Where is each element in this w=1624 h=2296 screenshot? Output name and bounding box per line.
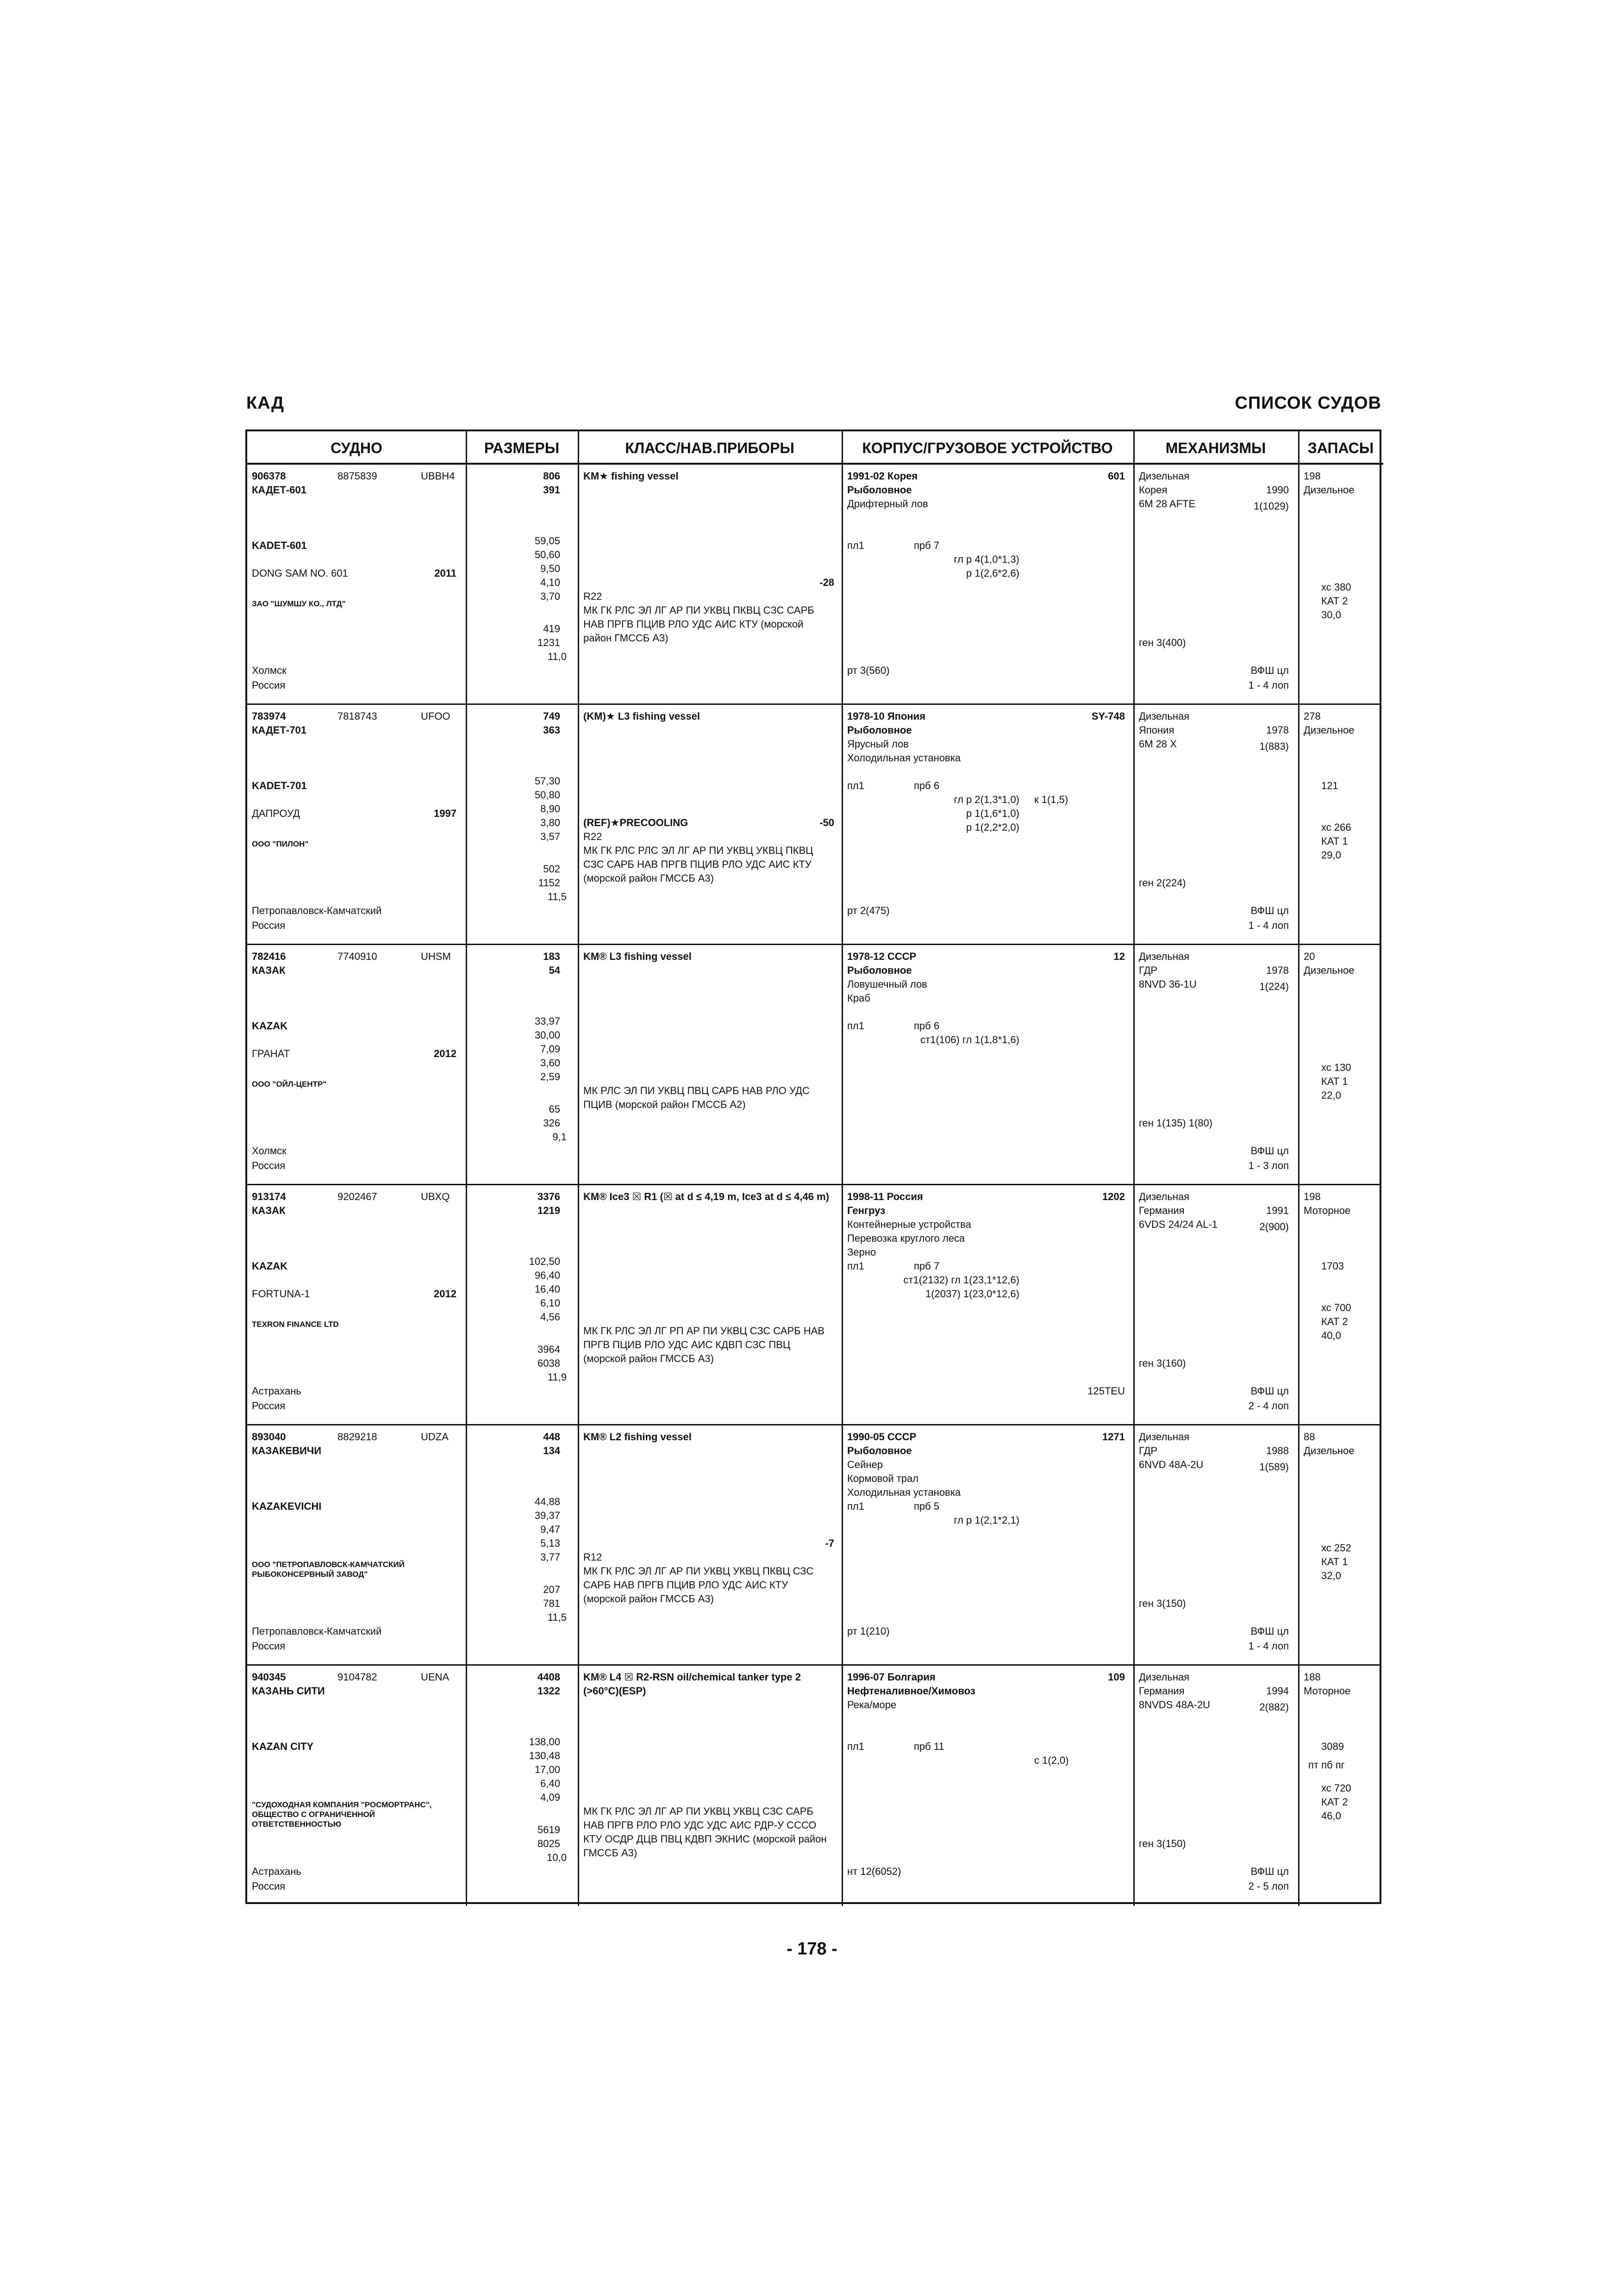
- dimension-value: 4,09: [540, 1792, 560, 1803]
- engine-model: 6M 28 AFTE: [1139, 498, 1196, 510]
- propeller-shaft: ВФШ цл: [1250, 1625, 1289, 1637]
- reg-number: 782416: [252, 951, 286, 962]
- ship-name: КАЗАК: [252, 964, 286, 976]
- imo-number: 8875839: [337, 470, 377, 482]
- dimension-value: 419: [543, 623, 560, 635]
- ship-record: [247, 1666, 1380, 1906]
- engine-model: 6VDS 24/24 AL-1: [1139, 1219, 1218, 1230]
- engine-power: 2(900): [1259, 1221, 1289, 1232]
- stock-top: 198: [1304, 1191, 1321, 1202]
- hull-number: 109: [1108, 1671, 1125, 1683]
- dimension-value: 3,70: [540, 591, 560, 602]
- speed: 30,0: [1321, 609, 1341, 621]
- class-r-value: -50: [819, 817, 834, 828]
- dimension-value: 57,30: [534, 775, 560, 787]
- engine-power: 1(1029): [1254, 500, 1289, 512]
- hull-number: SY-748: [1091, 710, 1125, 722]
- hull-type-line: Нефтеналивное/Химовоз: [847, 1685, 975, 1697]
- hull-number: 1271: [1102, 1431, 1125, 1443]
- dimension-value: 3,57: [540, 831, 560, 842]
- dimension-value: 11,9: [547, 1371, 567, 1383]
- propeller-blades: 2 - 5 лоп: [1248, 1880, 1289, 1892]
- deck-crane: к 1(1,5): [1034, 794, 1068, 805]
- column-header-stocks: ЗАПАСЫ: [1298, 431, 1383, 465]
- stock-mid: 121: [1321, 780, 1338, 791]
- built-year: 1997: [434, 808, 456, 819]
- class-notation-extra: (REF)★PRECOOLING: [583, 817, 688, 828]
- owner: ООО "ПЕТРОПАВЛОВСК-КАМЧАТСКИЙ РЫБОКОНСЕРВНЫЙ ЗАВОД": [252, 1560, 405, 1579]
- country: Россия: [252, 920, 286, 931]
- country: Россия: [252, 1160, 286, 1171]
- crew-hc: хс 130: [1321, 1062, 1351, 1073]
- hold-capacity: нт 12(6052): [847, 1866, 901, 1877]
- dimension-value: 3,80: [540, 817, 560, 828]
- country: Россия: [252, 1880, 286, 1892]
- stock-top: 198: [1304, 470, 1321, 482]
- dimension-value: 363: [543, 724, 560, 736]
- category: КАТ 1: [1321, 1076, 1348, 1087]
- dimension-value: 138,00: [529, 1736, 560, 1748]
- hull-type-line: Холодильная установка: [847, 752, 961, 764]
- deck-gear: ст1(106) гл 1(1,8*1,6): [920, 1034, 1019, 1045]
- dimension-value: 502: [543, 863, 560, 875]
- ship-name: КАДЕТ-601: [252, 484, 306, 496]
- dimension-value: 183: [543, 951, 560, 962]
- reg-number: 893040: [252, 1431, 286, 1443]
- port: Астрахань: [252, 1385, 301, 1397]
- dimension-value: 59,05: [534, 535, 560, 547]
- class-r-value: -7: [825, 1537, 834, 1549]
- dimension-value: 50,80: [534, 789, 560, 801]
- call-sign: UENA: [421, 1671, 450, 1683]
- dimension-value: 65: [549, 1103, 560, 1115]
- dimension-value: 16,40: [534, 1283, 560, 1295]
- category: КАТ 1: [1321, 835, 1348, 847]
- dimension-value: 9,50: [540, 563, 560, 574]
- crew-hc: хс 700: [1321, 1302, 1351, 1313]
- engine-type: Дизельная: [1139, 1191, 1190, 1202]
- engine-year: 1994: [1266, 1685, 1289, 1697]
- dimension-value: 5619: [537, 1824, 560, 1836]
- ship-register-table: [245, 429, 1381, 1904]
- dimension-value: 54: [549, 964, 560, 976]
- dimension-value: 6038: [537, 1357, 560, 1369]
- hold-capacity: рт 2(475): [847, 905, 890, 916]
- page-header-right: СПИСОК СУДОВ: [1235, 393, 1381, 413]
- category: КАТ 1: [1321, 1556, 1348, 1568]
- owner: ООО "ПИЛОН": [252, 840, 309, 848]
- dimension-value: 4408: [537, 1671, 560, 1683]
- port: Холмск: [252, 665, 287, 676]
- stock-mid: 1703: [1321, 1260, 1344, 1272]
- engine-type: Дизельная: [1139, 710, 1190, 722]
- propeller-shaft: ВФШ цл: [1250, 665, 1289, 676]
- dimension-value: 130,48: [529, 1750, 560, 1761]
- dimension-value: 9,47: [540, 1524, 560, 1535]
- built-year: 2012: [434, 1048, 456, 1059]
- hull-type-line: Ловушечный лов: [847, 978, 927, 990]
- dimension-value: 9,1: [552, 1131, 567, 1143]
- crew-hc: хс 380: [1321, 581, 1351, 593]
- ship-record: [247, 1425, 1380, 1666]
- dimension-value: 33,97: [534, 1015, 560, 1027]
- deck-gear: р 1(2,2*2,0): [966, 821, 1019, 833]
- stock-extra: пт пб пг: [1308, 1759, 1345, 1771]
- nav-equipment: МК ГК РЛС ЭЛ ЛГ РП АР ПИ УКВЦ СЗС САРБ НАВ ПРГВ ПЦИВ РЛО УДС АИС КДВП СЗС ПВЦ (морской район ГМССБ А3): [583, 1325, 824, 1364]
- page-number: - 178 -: [787, 1939, 837, 1959]
- ship-name: КАДЕТ-701: [252, 724, 306, 736]
- hull-built: 1978-10 Япония: [847, 710, 926, 722]
- call-sign: UHSM: [421, 951, 451, 962]
- generators: ген 2(224): [1139, 877, 1186, 889]
- engine-year: 1988: [1266, 1445, 1289, 1456]
- engine-power: 2(882): [1259, 1701, 1289, 1713]
- former-name: DONG SAM NO. 601: [252, 567, 348, 579]
- hull-type-line: Кормовой трал: [847, 1473, 919, 1484]
- dimension-value: 2,59: [540, 1071, 560, 1083]
- dimension-value: 4,10: [540, 577, 560, 588]
- engine-year: 1991: [1266, 1205, 1289, 1216]
- column-header-class: КЛАСС/НАВ.ПРИБОРЫ: [578, 431, 842, 465]
- hull-type-line: Контейнерные устройства: [847, 1219, 971, 1230]
- speed: 46,0: [1321, 1810, 1341, 1822]
- engine-model: 8NVDS 48A-2U: [1139, 1699, 1211, 1711]
- deck-prb: прб 7: [914, 1260, 940, 1272]
- speed: 40,0: [1321, 1330, 1341, 1341]
- hull-type-line: Зерно: [847, 1246, 876, 1258]
- hull-built: 1991-02 Корея: [847, 470, 918, 482]
- deck-pl: пл1: [847, 540, 864, 551]
- dimension-value: 6,40: [540, 1778, 560, 1789]
- dimension-value: 448: [543, 1431, 560, 1443]
- hull-built: 1990-05 СССР: [847, 1431, 917, 1443]
- country: Россия: [252, 1400, 286, 1412]
- engine-country: ГДР: [1139, 964, 1158, 976]
- dimension-value: 8025: [537, 1838, 560, 1849]
- dimension-value: 11,5: [547, 891, 567, 902]
- owner: "СУДОХОДНАЯ КОМПАНИЯ "РОСМОРТРАНС", ОБЩЕСТВО С ОГРАНИЧЕННОЙ ОТВЕТСТВЕННОСТЬЮ: [252, 1800, 432, 1829]
- propeller-blades: 1 - 4 лоп: [1248, 920, 1289, 931]
- class-r: R22: [583, 831, 602, 842]
- deck-prb: прб 11: [914, 1741, 944, 1752]
- deck-gear: р 1(1,6*1,0): [966, 808, 1019, 819]
- engine-country: Япония: [1139, 724, 1174, 736]
- class-notation: KM® L2 fishing vessel: [583, 1431, 692, 1443]
- category: КАТ 2: [1321, 1316, 1348, 1327]
- ship-record: [247, 705, 1380, 945]
- imo-number: 7818743: [337, 710, 377, 722]
- dimension-value: 3376: [537, 1191, 560, 1202]
- port: Холмск: [252, 1145, 287, 1157]
- engine-year: 1978: [1266, 724, 1289, 736]
- ship-name: КАЗАНЬ СИТИ: [252, 1685, 325, 1697]
- hold-capacity: рт 3(560): [847, 665, 890, 676]
- speed: 32,0: [1321, 1570, 1341, 1581]
- propeller-blades: 1 - 4 лоп: [1248, 679, 1289, 691]
- former-name: ДАПРОУД: [252, 808, 300, 819]
- dimension-value: 806: [543, 470, 560, 482]
- column-header-hull: КОРПУС/ГРУЗОВОЕ УСТРОЙСТВО: [842, 431, 1133, 465]
- engine-country: Германия: [1139, 1205, 1185, 1216]
- class-notation: KM® Ice3 ☒ R1 (☒ at d ≤ 4,19 m, Ice3 at d ≤ 4,46 m): [583, 1191, 829, 1202]
- hull-number: 601: [1108, 470, 1125, 482]
- deck-pl: пл1: [847, 1020, 864, 1032]
- ship-name-latin: KADET-701: [252, 780, 307, 791]
- class-r: R12: [583, 1551, 602, 1563]
- hull-type-line: Рыболовное: [847, 724, 912, 736]
- hull-type-line: Рыболовное: [847, 1445, 912, 1456]
- port: Петропавловск-Камчатский: [252, 905, 382, 916]
- generators: ген 3(160): [1139, 1357, 1186, 1369]
- engine-model: 8NVD 36-1U: [1139, 978, 1197, 990]
- dimension-value: 1152: [538, 877, 560, 889]
- dimension-value: 39,37: [534, 1510, 560, 1521]
- propeller-shaft: ВФШ цл: [1250, 1145, 1289, 1157]
- ship-name: КАЗАК: [252, 1205, 286, 1216]
- dimension-value: 17,00: [534, 1764, 560, 1775]
- reg-number: 906378: [252, 470, 286, 482]
- stock-top: 278: [1304, 710, 1321, 722]
- propeller-blades: 1 - 4 лоп: [1248, 1640, 1289, 1652]
- crew-hc: хс 720: [1321, 1782, 1351, 1794]
- deck-gear: гл р 4(1,0*1,3): [954, 554, 1019, 565]
- speed: 22,0: [1321, 1089, 1341, 1101]
- generators: ген 3(400): [1139, 637, 1186, 648]
- dimension-value: 5,13: [540, 1537, 560, 1549]
- hull-type-line: Холодильная установка: [847, 1487, 961, 1498]
- column-header-machinery: МЕХАНИЗМЫ: [1133, 431, 1298, 465]
- engine-year: 1978: [1266, 964, 1289, 976]
- speed: 29,0: [1321, 849, 1341, 861]
- engine-power: 1(589): [1259, 1461, 1289, 1473]
- engine-country: Корея: [1139, 484, 1168, 496]
- stock-fuel: Моторное: [1304, 1205, 1351, 1216]
- generators: ген 3(150): [1139, 1838, 1186, 1849]
- hull-type-line: Перевозка круглого леса: [847, 1232, 965, 1244]
- hull-type-line: Генгруз: [847, 1205, 886, 1216]
- engine-power: 1(224): [1259, 981, 1289, 992]
- hull-type-line: Краб: [847, 992, 870, 1004]
- class-r-value: -28: [819, 577, 834, 588]
- call-sign: UBXQ: [421, 1191, 450, 1202]
- ship-name-latin: KAZAN CITY: [252, 1741, 314, 1752]
- ship-name-latin: KADET-601: [252, 540, 307, 551]
- country: Россия: [252, 679, 286, 691]
- deck-gear: 1(2037) 1(23,0*12,6): [925, 1288, 1019, 1300]
- stock-mid: 3089: [1321, 1741, 1344, 1752]
- former-name: ГРАНАТ: [252, 1048, 290, 1059]
- engine-type: Дизельная: [1139, 1431, 1190, 1443]
- engine-type: Дизельная: [1139, 951, 1190, 962]
- deck-pl: пл1: [847, 780, 864, 791]
- ship-name: КАЗАКЕВИЧИ: [252, 1445, 322, 1456]
- column-header-dimensions: РАЗМЕРЫ: [466, 431, 578, 465]
- engine-type: Дизельная: [1139, 1671, 1190, 1683]
- dimension-value: 10,0: [547, 1852, 567, 1863]
- dimension-value: 326: [543, 1117, 560, 1129]
- dimension-value: 207: [543, 1584, 560, 1595]
- nav-equipment: МК ГК РЛС РЛС ЭЛ ЛГ АР ПИ УКВЦ УКВЦ ПКВЦ СЗС САРБ НАВ ПРГВ ПЦИВ РЛО УДС АИС КТУ (морской район ГМССБ А3): [583, 845, 813, 884]
- owner: ЗАО "ШУМШУ КО., ЛТД": [252, 599, 346, 608]
- engine-year: 1990: [1266, 484, 1289, 496]
- hull-built: 1978-12 СССР: [847, 951, 917, 962]
- engine-power: 1(883): [1259, 740, 1289, 752]
- imo-number: 9104782: [337, 1671, 377, 1683]
- built-year: 2012: [434, 1288, 456, 1300]
- dimension-value: 8,90: [540, 803, 560, 815]
- class-r: R22: [583, 591, 602, 602]
- deck-gear: гл р 2(1,3*1,0): [954, 794, 1019, 805]
- hull-type-line: Дрифтерный лов: [847, 498, 928, 510]
- engine-type: Дизельная: [1139, 470, 1190, 482]
- dimension-value: 6,10: [540, 1297, 560, 1309]
- deck-pl: пл1: [847, 1741, 864, 1752]
- class-notation: KM® L4 ☒ R2-RSN oil/chemical tanker type 2 (>60°C)(ESP): [583, 1671, 801, 1697]
- dimension-value: 749: [543, 710, 560, 722]
- propeller-shaft: ВФШ цл: [1250, 905, 1289, 916]
- hull-number: 12: [1113, 951, 1125, 962]
- stock-fuel: Дизельное: [1304, 1445, 1355, 1456]
- deck-gear: гл р 1(2,1*2,1): [954, 1514, 1019, 1526]
- stock-top: 88: [1304, 1431, 1315, 1443]
- dimension-value: 4,56: [540, 1311, 560, 1323]
- propeller-shaft: ВФШ цл: [1250, 1866, 1289, 1877]
- port: Петропавловск-Камчатский: [252, 1625, 382, 1637]
- hold-capacity: рт 1(210): [847, 1625, 890, 1637]
- deck-crane: с 1(2,0): [1034, 1755, 1069, 1766]
- stock-fuel: Дизельное: [1304, 964, 1355, 976]
- class-notation: (KM)★ L3 fishing vessel: [583, 710, 700, 722]
- nav-equipment: МК ГК РЛС ЭЛ ЛГ АР ПИ УКВЦ УКВЦ ПКВЦ СЗС САРБ НАВ ПРГВ ПЦИВ РЛО УДС АИС КТУ (морской район ГМССБ А3): [583, 1565, 814, 1605]
- ship-record: [247, 1185, 1380, 1425]
- propeller-shaft: ВФШ цл: [1250, 1385, 1289, 1397]
- call-sign: UFOO: [421, 710, 450, 722]
- dimension-value: 50,60: [534, 549, 560, 560]
- port: Астрахань: [252, 1866, 301, 1877]
- engine-model: 6M 28 X: [1139, 738, 1177, 750]
- deck-gear: ст1(2132) гл 1(23,1*12,6): [903, 1274, 1019, 1286]
- ship-name-latin: KAZAKEVICHI: [252, 1500, 322, 1512]
- reg-number: 940345: [252, 1671, 286, 1683]
- deck-prb: прб 6: [914, 780, 940, 791]
- dimension-value: 391: [543, 484, 560, 496]
- nav-equipment: МК ГК РЛС ЭЛ ЛГ АР ПИ УКВЦ УКВЦ СЗС САРБ НАВ ПРГВ РЛО РЛО УДС УДС АИС РДР-У СССО КТУ ОСДР ДЦВ ПВЦ КДВП ЭКНИС (морской район ГМССБ А3): [583, 1805, 827, 1859]
- class-notation: KM® L3 fishing vessel: [583, 951, 692, 962]
- stock-fuel: Моторное: [1304, 1685, 1351, 1697]
- nav-equipment: МК РЛС ЭЛ ПИ УКВЦ ПВЦ САРБ НАВ РЛО УДС ПЦИВ (морской район ГМССБ А2): [583, 1085, 810, 1110]
- engine-country: Германия: [1139, 1685, 1185, 1697]
- dimension-value: 781: [543, 1598, 560, 1609]
- engine-country: ГДР: [1139, 1445, 1158, 1456]
- deck-gear: р 1(2,6*2,6): [966, 567, 1019, 579]
- owner: ООО "ОЙЛ-ЦЕНТР": [252, 1080, 327, 1089]
- generators: ген 3(150): [1139, 1598, 1186, 1609]
- reg-number: 783974: [252, 710, 286, 722]
- reg-number: 913174: [252, 1191, 286, 1202]
- dimension-value: 3,60: [540, 1057, 560, 1069]
- generators: ген 1(135) 1(80): [1139, 1117, 1213, 1129]
- dimension-value: 1219: [537, 1205, 560, 1216]
- propeller-blades: 1 - 3 лоп: [1248, 1160, 1289, 1171]
- dimension-value: 11,5: [547, 1612, 567, 1623]
- dimension-value: 3964: [537, 1344, 560, 1355]
- dimension-value: 134: [543, 1445, 560, 1456]
- hull-built: 1996-07 Болгария: [847, 1671, 936, 1683]
- crew-hc: хс 252: [1321, 1542, 1351, 1554]
- hull-type-line: Река/море: [847, 1699, 897, 1711]
- deck-prb: прб 5: [914, 1500, 940, 1512]
- dimension-value: 7,09: [540, 1043, 560, 1055]
- ship-record: [247, 465, 1380, 705]
- deck-pl: пл1: [847, 1500, 864, 1512]
- dimension-value: 3,77: [540, 1551, 560, 1563]
- hull-number: 1202: [1102, 1191, 1125, 1202]
- dimension-value: 102,50: [529, 1256, 560, 1267]
- stock-fuel: Дизельное: [1304, 484, 1355, 496]
- propeller-blades: 2 - 4 лоп: [1248, 1400, 1289, 1412]
- engine-model: 6NVD 48A-2U: [1139, 1459, 1204, 1470]
- nav-equipment: МК ГК РЛС ЭЛ ЛГ АР ПИ УКВЦ ПКВЦ СЗС САРБ НАВ ПРГВ ПЦИВ РЛО УДС АИС КТУ (морской район ГМССБ А3): [583, 604, 814, 644]
- category: КАТ 2: [1321, 1796, 1348, 1808]
- imo-number: 9202467: [337, 1191, 377, 1202]
- dimension-value: 11,0: [547, 651, 567, 662]
- ship-record: [247, 945, 1380, 1185]
- ship-name-latin: KAZAK: [252, 1260, 287, 1272]
- deck-prb: прб 7: [914, 540, 940, 551]
- stock-top: 20: [1304, 951, 1315, 962]
- imo-number: 7740910: [337, 951, 377, 962]
- former-name: FORTUNA-1: [252, 1288, 310, 1300]
- dimension-value: 96,40: [534, 1269, 560, 1281]
- container-capacity: 125TEU: [1087, 1385, 1125, 1397]
- deck-prb: прб 6: [914, 1020, 940, 1032]
- column-header-ship: СУДНО: [247, 431, 466, 465]
- deck-pl: пл1: [847, 1260, 864, 1272]
- built-year: 2011: [434, 567, 456, 579]
- imo-number: 8829218: [337, 1431, 377, 1443]
- crew-hc: хс 266: [1321, 821, 1351, 833]
- call-sign: UBBH4: [421, 470, 455, 482]
- class-notation: KM★ fishing vessel: [583, 470, 679, 482]
- page-header-left: КАД: [246, 393, 285, 413]
- dimension-value: 44,88: [534, 1496, 560, 1507]
- hull-built: 1998-11 Россия: [847, 1191, 923, 1202]
- hull-type-line: Рыболовное: [847, 484, 912, 496]
- hull-type-line: Сейнер: [847, 1459, 883, 1470]
- hull-type-line: Рыболовное: [847, 964, 912, 976]
- country: Россия: [252, 1640, 286, 1652]
- dimension-value: 1322: [537, 1685, 560, 1697]
- hull-type-line: Ярусный лов: [847, 738, 909, 750]
- category: КАТ 2: [1321, 595, 1348, 607]
- owner: TEXRON FINANCE LTD: [252, 1320, 339, 1329]
- dimension-value: 1231: [537, 637, 560, 648]
- dimension-value: 30,00: [534, 1029, 560, 1041]
- call-sign: UDZA: [421, 1431, 449, 1443]
- stock-fuel: Дизельное: [1304, 724, 1355, 736]
- ship-name-latin: KAZAK: [252, 1020, 287, 1032]
- stock-top: 188: [1304, 1671, 1321, 1683]
